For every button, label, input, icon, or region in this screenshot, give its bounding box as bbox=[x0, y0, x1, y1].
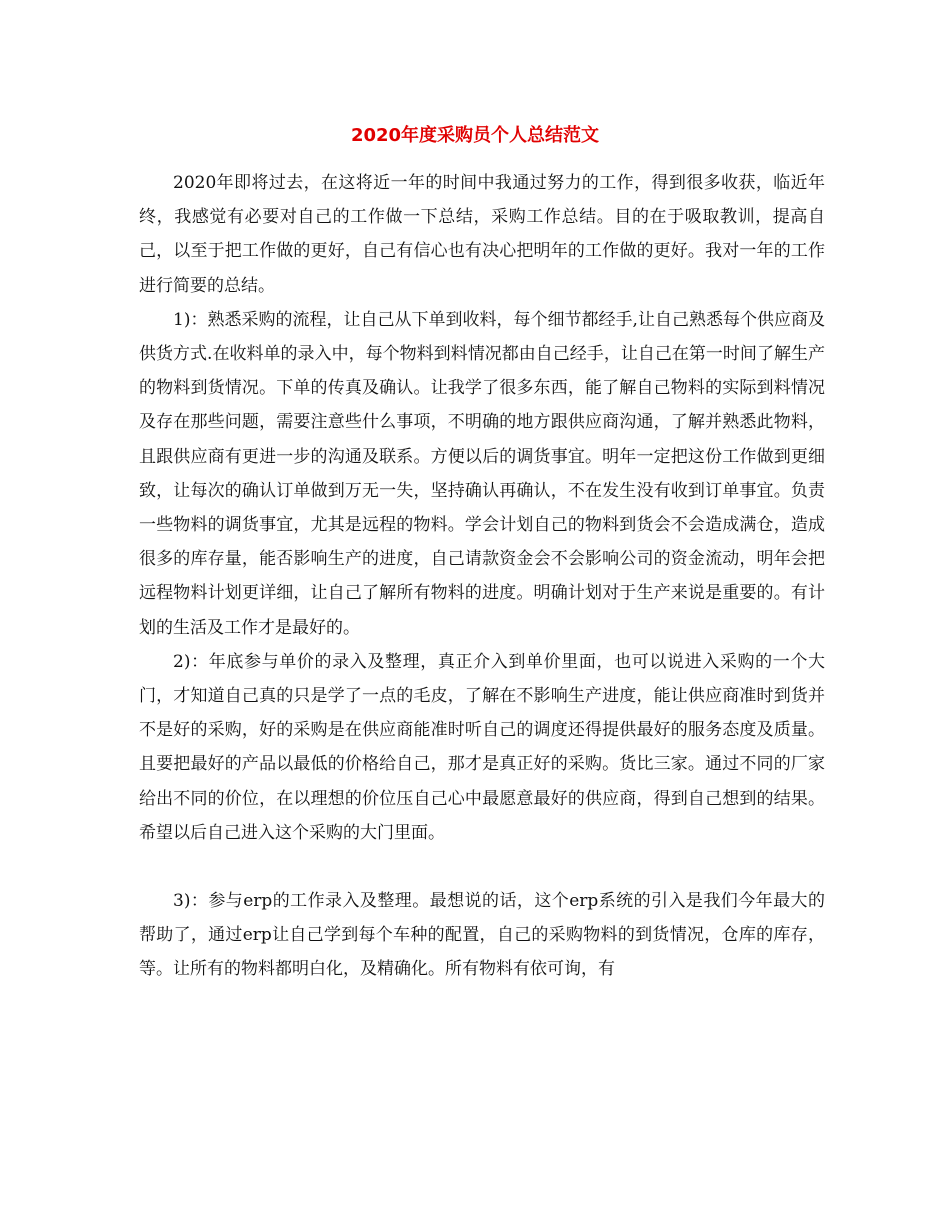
paragraph-item-3: 3)：参与erp的工作录入及整理。最想说的话，这个erp系统的引入是我们今年最大的帮助了，通过erp让自己学到每个车种的配置，自己的采购物料的到货情况，仓库的库存，等。让所有的物料都明白化，及精确化。所有物料有依可询，有 bbox=[139, 891, 825, 980]
paragraph-item-2: 2)：年底参与单价的录入及整理，真正介入到单价里面，也可以说进入采购的一个大门，才知道自己真的只是学了一点的毛皮，了解在不影响生产进度，能让供应商准时到货并不是好的采购，好的采购是在供应商能准时听自己的调度还得提供最好的服务态度及质量。且要把最好的产品以最低的价格给自己，那才是真正好的采购。货比三家。通过不同的厂家给出不同的价位，在以理想的价位压自己心中最愿意最好的供应商，得到自己想到的结果。希望以后自己进入这个采购的大门里面。 bbox=[139, 651, 825, 843]
paragraph-intro: 2020年即将过去，在这将近一年的时间中我通过努力的工作，得到很多收获，临近年终，我感觉有必要对自己的工作做一下总结，采购工作总结。目的在于吸取教训，提高自己，以至于把工作做的更好，自己有信心也有决心把明年的工作做的更好。我对一年的工作进行简要的总结。 bbox=[139, 173, 825, 296]
document-title: 2020年度采购员个人总结范文 bbox=[350, 125, 600, 146]
document-body bbox=[139, 166, 825, 987]
paragraph-item-1: 1)：熟悉采购的流程，让自己从下单到收料，每个细节都经手,让自己熟悉每个供应商及供货方式.在收料单的录入中，每个物料到料情况都由自己经手，让自己在第一时间了解生产的物料到货情况。下单的传真及确认。让我学了很多东西，能了解自己物料的实际到料情况及存在那些问题，需要注意些什么事项，不明确的地方跟供应商沟通，了解并熟悉此物料，且跟供应商有更进一步的沟通及联系。方便以后的调货事宜。明年一定把这份工作做到更细致，让每次的确认订单做到万无一失，坚持确认再确认，不在发生没有收到订单事宜。负责一些物料的调货事宜，尤其是远程的物料。学会计划自己的物料到货会不会造成满仓，造成很多的库存量，能否影响生产的进度，自己请款资金会不会影响公司的资金流动，明年会把远程物料计划更详细，让自己了解所有物料的进度。明确计划对于生产来说是重要的。有计划的生活及工作才是最好的。 bbox=[139, 309, 825, 638]
